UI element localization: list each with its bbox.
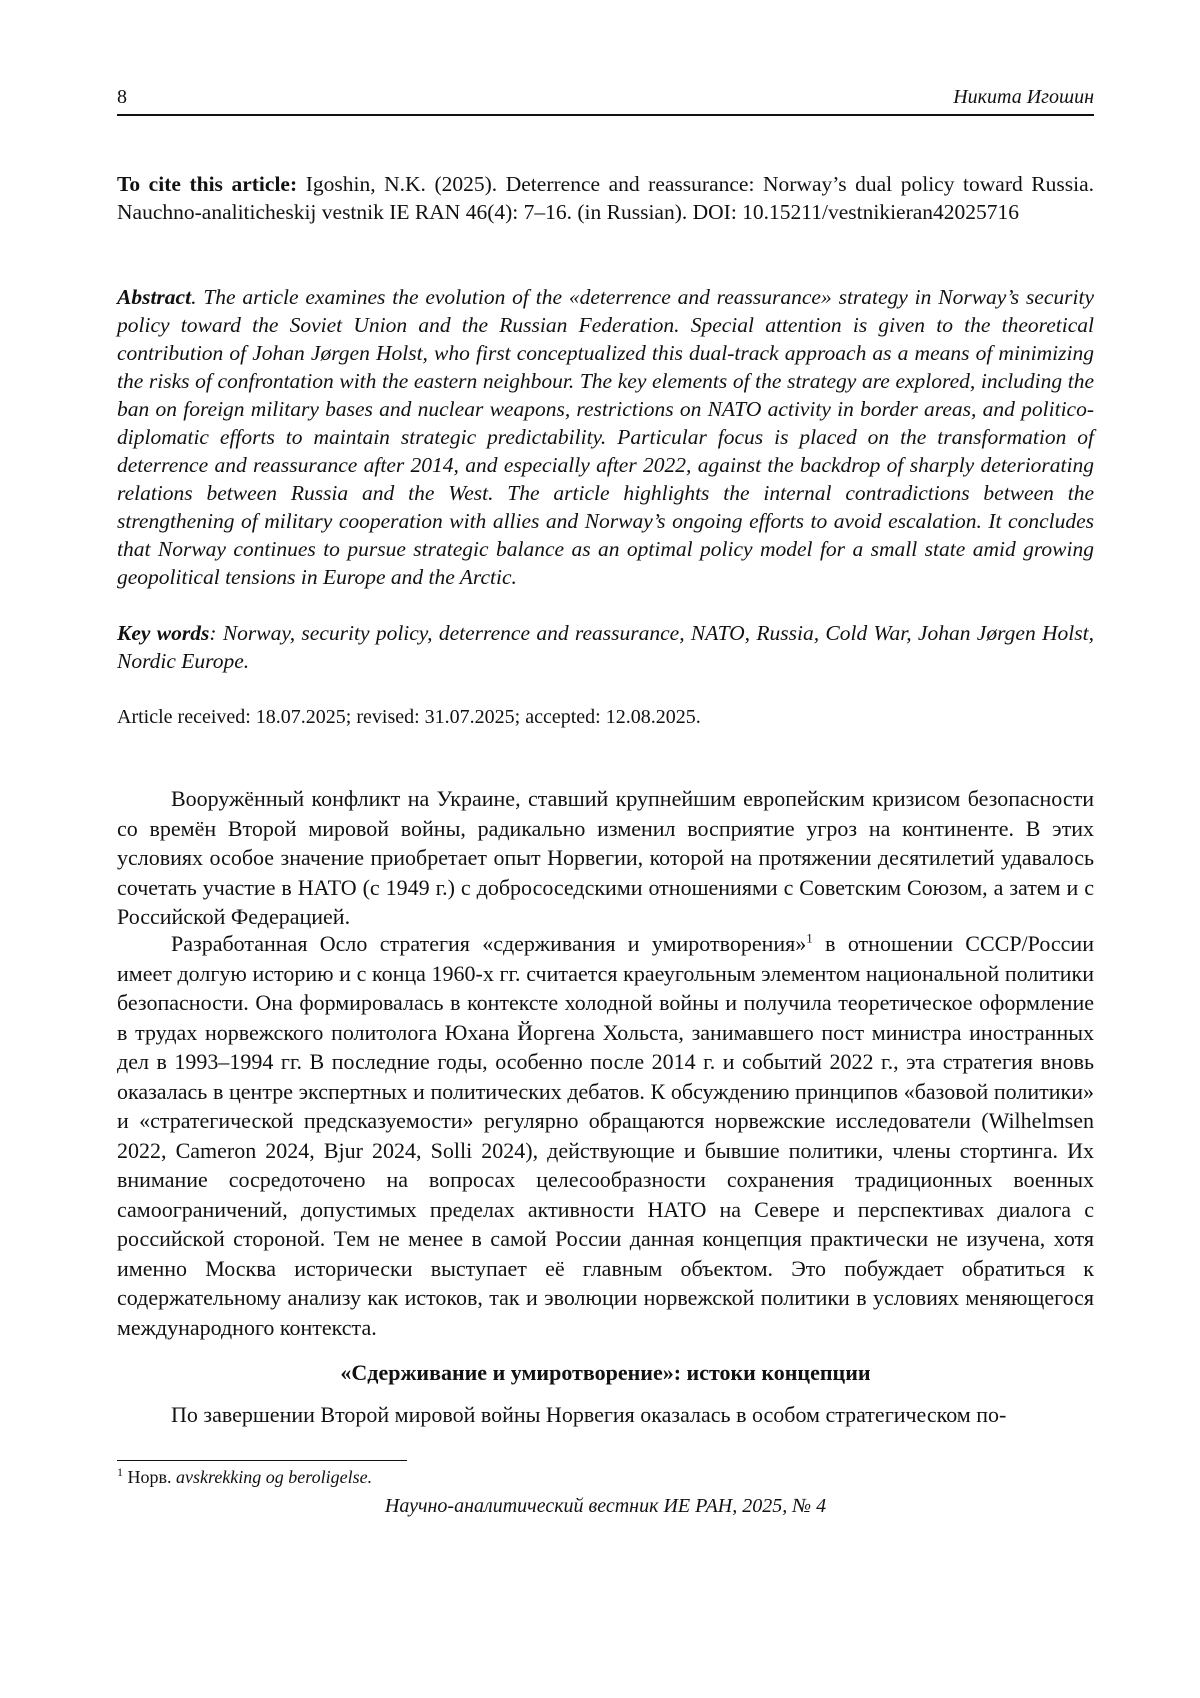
- citation: [117, 170, 1094, 226]
- footnote-mark: 1: [117, 1465, 123, 1479]
- running-head: [117, 86, 1094, 116]
- footnote-divider: [117, 1460, 407, 1461]
- running-head-author: Никита Игошин: [953, 86, 1094, 108]
- footnote-prefix: Норв.: [127, 1467, 176, 1487]
- abstract: Abstract. The article examines the evolution of the «deterrence and reassurance» strategy in Norway’s security policy toward the Soviet Union and the Russian Federation. Special attention is given to the theoretical contribution of Johan Jørgen Holst, who first conceptualized this dual-track approach as a means of minimizing the risks of confrontation with the eastern neighbour. The key elements of the strategy are explored, including the ban on foreign military bases and nuclear weapons, restrictions on NATO activity in border areas, and politico-diplomatic efforts to maintain strategic predictability. Particular focus is placed on the transformation of deterrence and reassurance after 2014, and especially after 2022, against the backdrop of sharply deteriorating relations between Russia and the West. The article highlights the internal contradictions between the strengthening of military cooperation with allies and Norway’s ongoing efforts to avoid escalation. It concludes that Norway continues to pursue strategic balance as an optimal policy model for a small state amid growing geopolitical tensions in Europe and the Arctic.: [117, 285, 1095, 589]
- footnote-text: avskrekking og beroligelse.: [176, 1467, 373, 1487]
- abstract-text: The article examines the evolution of the «deterrence and reassurance» strategy in Norway’s security policy toward the Soviet Union and the Russian Federation. Special attention is given to the theoretical contribution of Johan Jørgen Holst, who first conceptualized this dual-track approach as a means of minimizing the risks of confrontation with the eastern neighbour. The key elements of the strategy are explored, including the ban on foreign military bases and nuclear weapons, restrictions on NATO activity in border areas, and politico-diplomatic efforts to maintain strategic predictability. Particular focus is placed on the transformation of deterrence and reassurance after 2014, and especially after 2022, against the backdrop of sharply deteriorating relations between Russia and the West. The article highlights the internal contradictions between the strengthening of military cooperation with allies and Norway’s ongoing efforts to avoid escalation. It concludes that Norway continues to pursue strategic balance as an optimal policy model for a small state amid growing geopolitical tensions in Europe and the Arctic.: [117, 285, 1095, 589]
- page-number: 8: [117, 86, 127, 108]
- citation-text: Igoshin, N.K. (2025). Deterrence and reassurance: Norway’s dual policy toward Russia. Nauchno-analiticheskij vestnik IE RAN 46(4): 7–16. (in Russian). DOI: 10.15211/vestnikieran42025716: [117, 172, 1094, 224]
- paragraph-2-rest: в отношении СССР/России имеет долгую историю и с конца 1960-х гг. считается краеугольным элементом национальной политики безопасности. Она формировалась в контексте холодной войны и получила теоретическое оформление в трудах норвежского политолога Юхана Йоргена Хольста, занимавшего пост министра иностранных дел в 1993–1994 гг. В последние годы, особенно после 2014 г. и событий 2022 г., эта стратегия вновь оказалась в центре экспертных и политических дебатов. К обсуждению принципов «базовой политики» и «стратегической предсказуемости» регулярно обращаются норвежские исследователи (Wilhelmsen 2022, Cameron 2024, Bjur 2024, Solli 2024), действующие и бывшие политики, члены стортинга. Их внимание сосредоточено на вопросах целесообразности сохранения традиционных военных самоограничений, допустимых пределах активности НАТО на Севере и перспективах диалога с российской стороной. Тем не менее в самой России данная концепция практически не изучена, хотя именно Москва исторически выступает её главным объектом. Это побуждает обратиться к содержательному анализу как истоков, так и эволюции норвежской политики в условиях меняющегося международного контекста.: [117, 931, 1094, 1340]
- citation-label: To cite this article:: [117, 172, 298, 196]
- keywords-text: Norway, security policy, deterrence and reassurance, NATO, Russia, Cold War, Johan Jørgen Holst, Nordic Europe.: [117, 621, 1094, 673]
- abstract-label: Abstract: [117, 285, 192, 309]
- paragraph-2-start: Разработанная Осло стратегия «сдерживания и умиротворения»: [171, 931, 807, 956]
- footnote: [117, 1467, 372, 1488]
- body-paragraph-1: Вооружённый конфликт на Украине, ставший крупнейшим европейским кризисом безопасности со времён Второй мировой войны, радикально изменил восприятие угроз на континенте. В этих условиях особое значение приобретает опыт Норвегии, которой на протяжении десятилетий удавалось сочетать участие в НАТО (с 1949 г.) с добрососедскими отношениями с Советским Союзом, а затем и с Российской Федерацией.: [117, 786, 1094, 929]
- section-heading: «Сдерживание и умиротворение»: истоки концепции: [340, 1360, 871, 1385]
- keywords-label: Key words: [117, 621, 210, 645]
- footnote-reference[interactable]: 1: [806, 930, 813, 946]
- body-paragraph-3: По завершении Второй мировой войны Норвегия оказалась в особом стратегическом по-: [171, 1402, 1007, 1427]
- journal-footer: Научно-аналитический вестник ИЕ РАН, 2025, № 4: [384, 1495, 827, 1517]
- keywords: Key words: Norway, security policy, deterrence and reassurance, NATO, Russia, Cold War, Johan Jørgen Holst, Nordic Europe.: [117, 621, 1094, 673]
- body-paragraph-2: [117, 929, 1094, 1342]
- article-received-dates: Article received: 18.07.2025; revised: 31.07.2025; accepted: 12.08.2025.: [117, 706, 701, 728]
